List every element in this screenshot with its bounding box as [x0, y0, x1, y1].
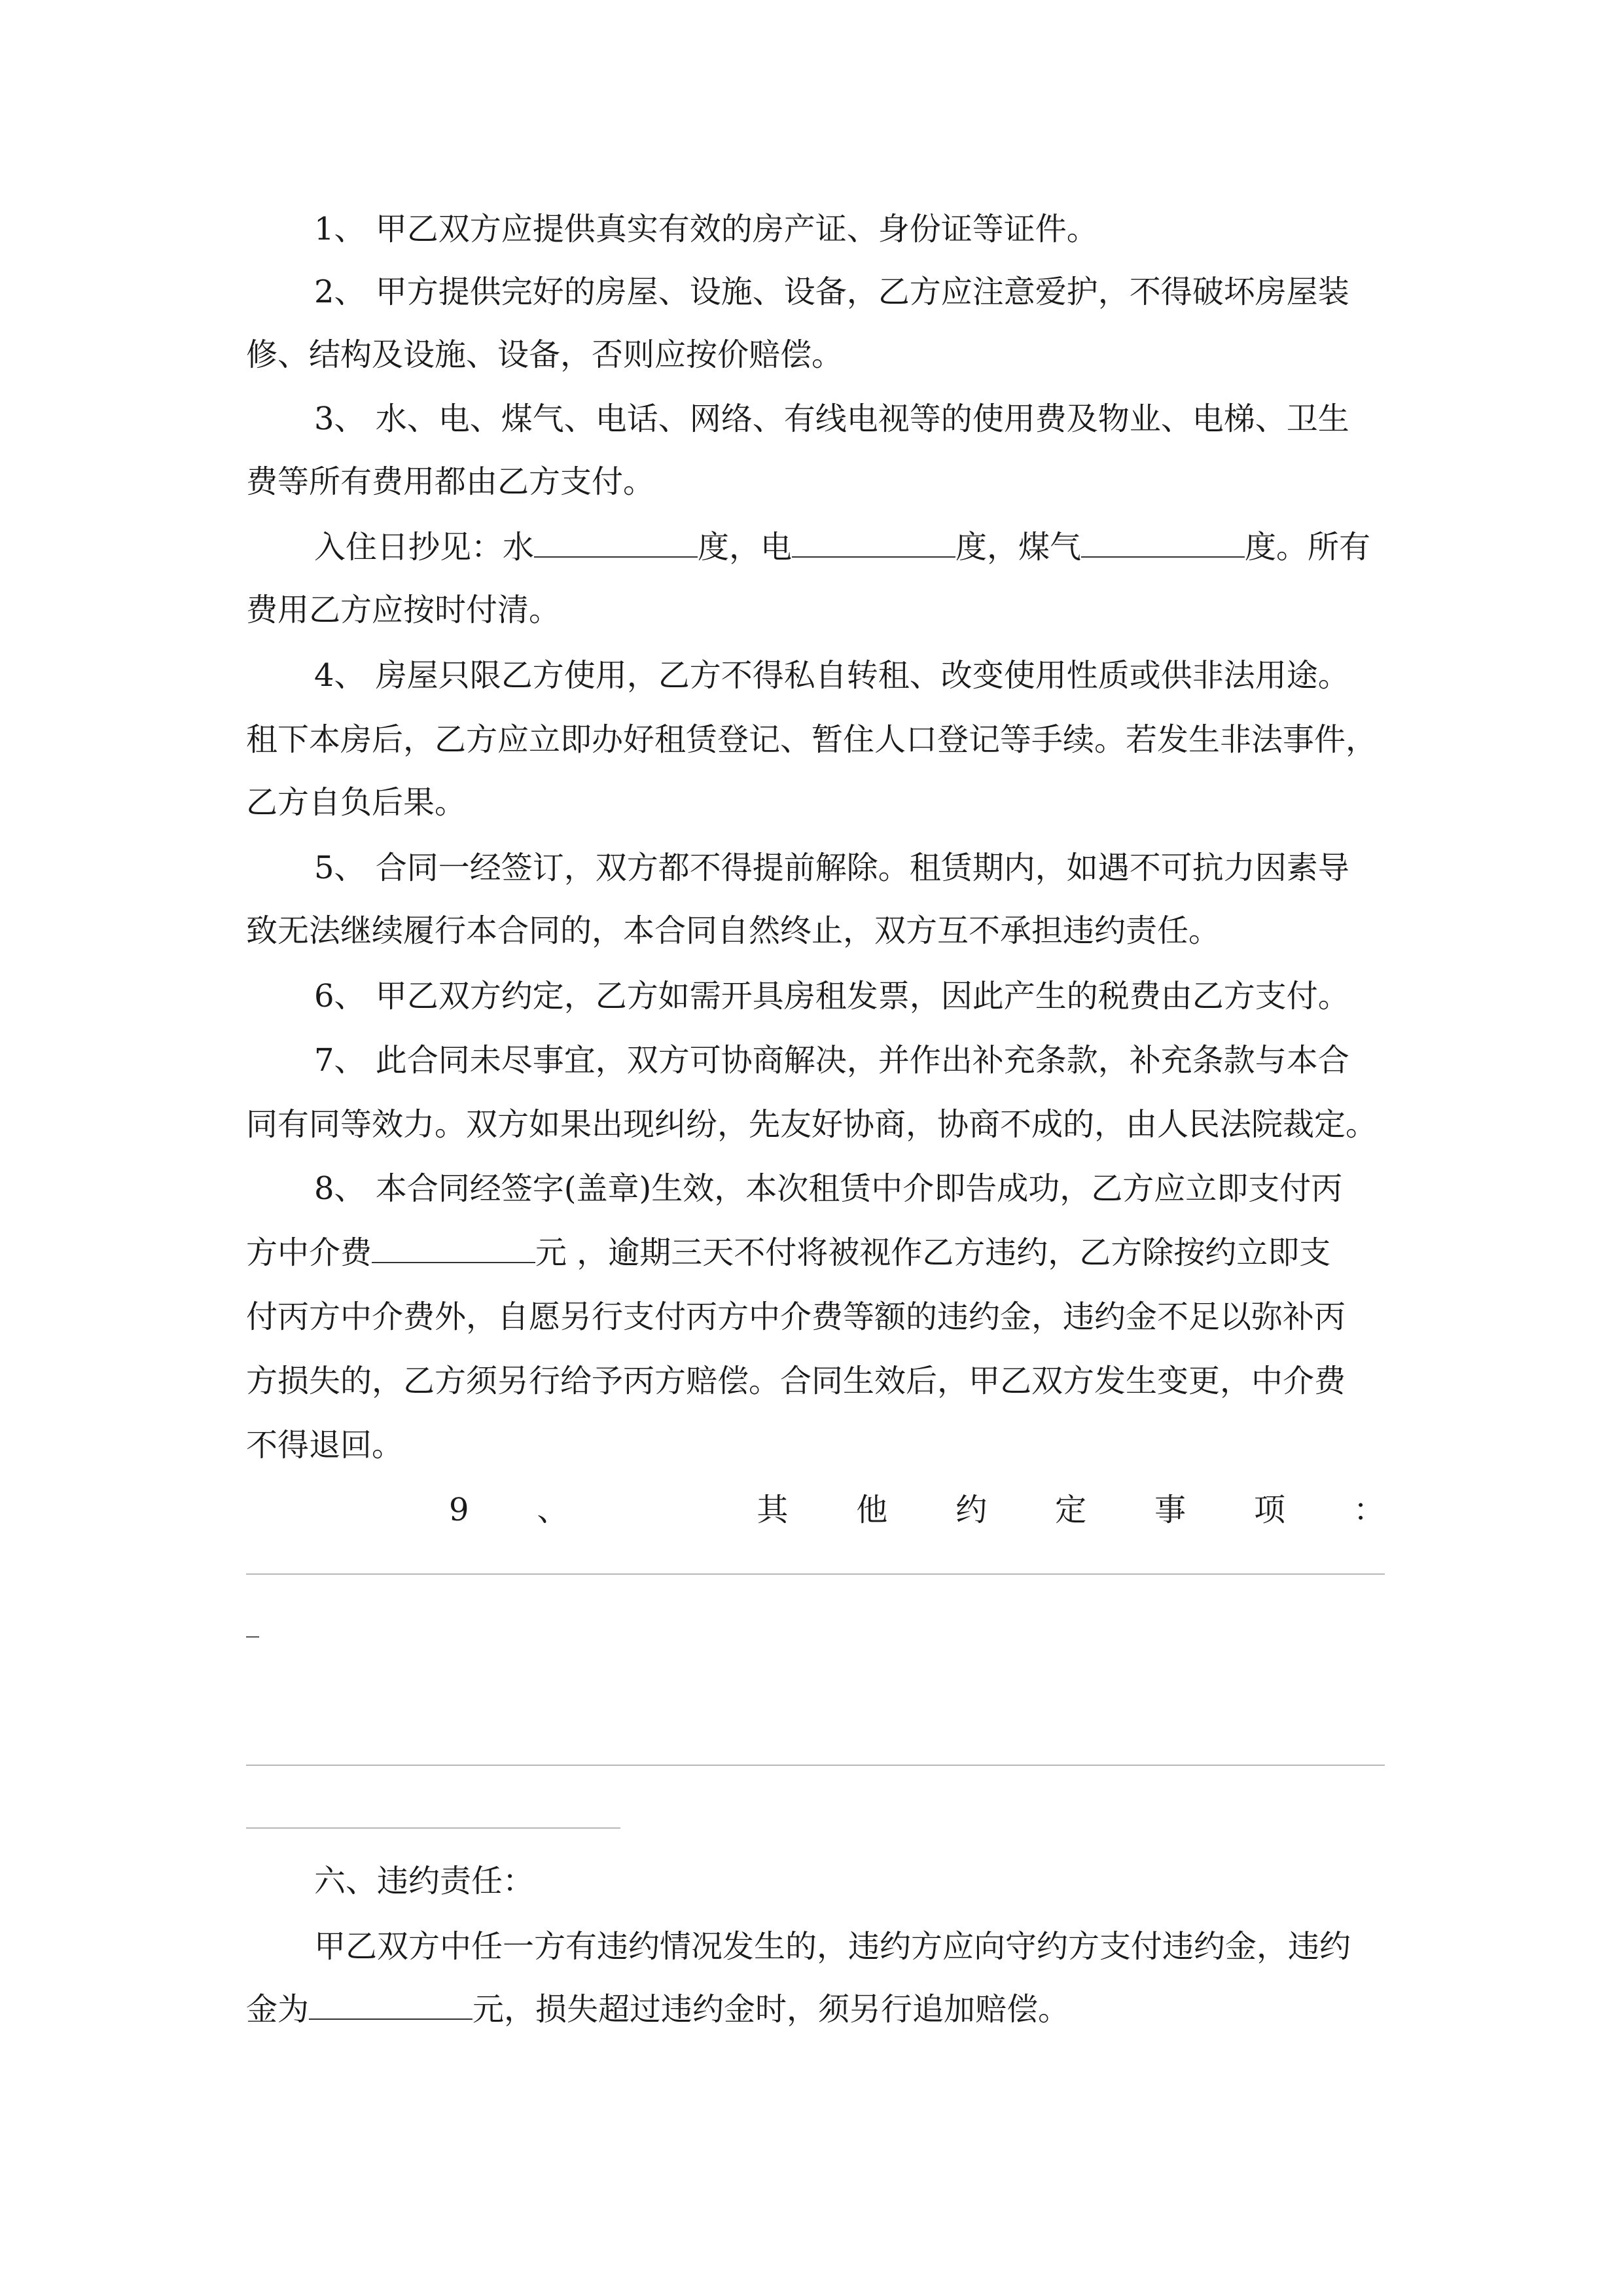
clause-6-line-1: 6、 甲乙双方约定，乙方如需开具房租发票，因此产生的税费由乙方支付。	[314, 978, 1349, 1014]
clause-9-char: 其	[757, 1492, 789, 1528]
other-terms-dash	[246, 1636, 259, 1638]
other-terms-line-2[interactable]	[246, 1765, 1385, 1766]
clause-5-line-2: 致无法继续履行本合同的，本合同自然终止，双方互不承担违约责任。	[246, 912, 1221, 949]
clause-5-line-1: 5、 合同一经签订，双方都不得提前解除。租赁期内，如遇不可抗力因素导	[314, 850, 1349, 886]
clause-9-heading	[246, 1490, 1385, 1530]
clause-2-line-1: 2、 甲方提供完好的房屋、设施、设备，乙方应注意爱护，不得破坏房屋装	[314, 274, 1349, 310]
clause-7-line-1: 7、 此合同未尽事宜，双方可协商解决，并作出补充条款，补充条款与本合	[314, 1042, 1349, 1079]
clause-3-line-1: 3、 水、电、煤气、电话、网络、有线电视等的使用费及物业、电梯、卫生	[314, 401, 1349, 437]
clause-9-char: 约	[955, 1492, 988, 1528]
clause-2-line-2: 修、结构及设施、设备，否则应按价赔偿。	[246, 336, 844, 373]
clause-9-char: 事	[1154, 1492, 1186, 1528]
other-terms-line-3[interactable]	[246, 1827, 620, 1829]
meter-tail-text: 度。所有	[1245, 529, 1371, 565]
penalty-text: 元，损失超过违约金时，须另行追加赔偿。	[473, 1991, 1070, 2028]
agency-fee-label: 方中介费	[246, 1234, 372, 1271]
clause-8-line-5: 不得退回。	[246, 1427, 404, 1463]
electric-reading-blank[interactable]	[792, 530, 955, 558]
clause-4-line-2: 租下本房后，乙方应立即办好租赁登记、暂住人口登记等手续。若发生非法事件，	[246, 721, 1378, 758]
clause-8-line-4: 方损失的，乙方须另行给予丙方赔偿。合同生效后，甲乙双方发生变更，中介费	[246, 1363, 1346, 1399]
clause-8-line-2	[246, 1233, 1330, 1272]
clause-7-line-2: 同有同等效力。双方如果出现纠纷，先友好协商，协商不成的，由人民法院裁定。	[246, 1106, 1378, 1143]
section-6-line-1: 甲乙双方中任一方有违约情况发生的，违约方应向守约方支付违约金，违约	[314, 1928, 1351, 1965]
meter-water-label: 入住日抄见：水	[314, 529, 535, 565]
clause-8-line-3: 付丙方中介费外，自愿另行支付丙方中介费等额的违约金，违约金不足以弥补丙	[246, 1299, 1346, 1335]
section-6-line-2	[246, 1990, 1069, 2029]
clause-9-char: ：	[1353, 1492, 1385, 1528]
other-terms-line-1[interactable]	[246, 1573, 1385, 1575]
meter-reading-line-1	[314, 528, 1370, 567]
clause-1-line-1: 1、 甲乙双方应提供真实有效的房产证、身份证等证件。	[314, 211, 1098, 247]
clause-9-number: 9	[449, 1492, 469, 1528]
water-reading-blank[interactable]	[534, 530, 698, 558]
clause-3-line-2: 费等所有费用都由乙方支付。	[246, 463, 655, 500]
agency-fee-blank[interactable]	[372, 1236, 535, 1263]
clause-9-char: 他	[856, 1492, 888, 1528]
clause-9-separator: 、	[537, 1492, 569, 1528]
clause-9-char: 定	[1055, 1492, 1087, 1528]
penalty-label: 金为	[246, 1991, 310, 2028]
clause-8-line-1: 8、 本合同经签字(盖章)生效，本次租赁中介即告成功，乙方应立即支付丙	[314, 1170, 1343, 1207]
gas-reading-blank[interactable]	[1081, 530, 1245, 558]
meter-reading-line-2: 费用乙方应按时付清。	[246, 592, 561, 628]
meter-gas-label: 度，煤气	[955, 529, 1082, 565]
clause-4-line-1: 4、 房屋只限乙方使用，乙方不得私自转租、改变使用性质或供非法用途。	[314, 657, 1349, 694]
clause-4-line-3: 乙方自负后果。	[246, 784, 467, 821]
section-6-heading: 六、违约责任：	[314, 1863, 535, 1899]
agency-fee-text: 元 ，逾期三天不付将被视作乙方违约，乙方除按约立即支	[535, 1234, 1331, 1271]
meter-electric-label: 度，电	[698, 529, 793, 565]
penalty-amount-blank[interactable]	[309, 1992, 473, 2020]
clause-9-char: 项	[1254, 1492, 1286, 1528]
